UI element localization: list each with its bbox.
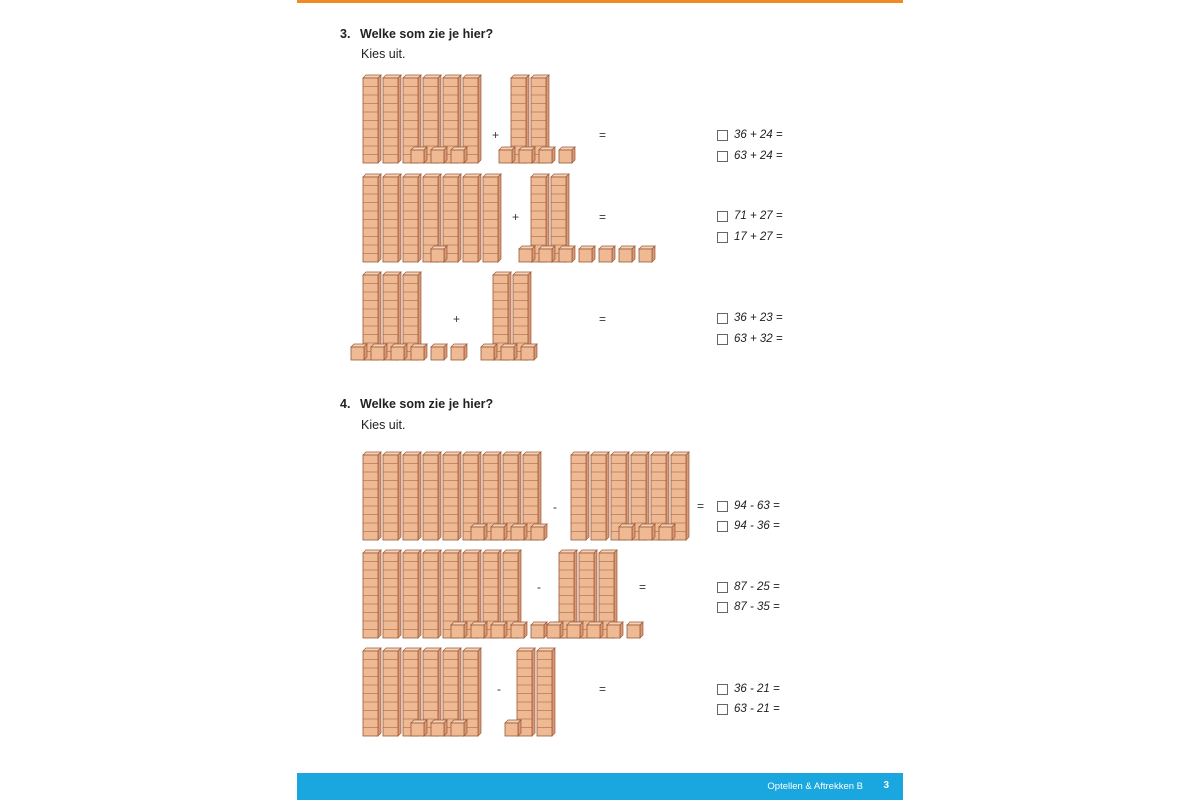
option-label: 63 + 24 = xyxy=(734,150,783,162)
page-number: 3 xyxy=(883,780,889,791)
footer-title: Optellen & Aftrekken B xyxy=(767,781,863,792)
option-label: 71 + 27 = xyxy=(734,210,783,222)
question-4-number: 4. xyxy=(340,397,351,411)
question-3-number: 3. xyxy=(340,27,351,41)
option-label: 63 + 32 = xyxy=(734,333,783,345)
option-label: 36 - 21 = xyxy=(734,683,780,695)
plus-sign: + xyxy=(492,128,500,142)
option-label: 17 + 27 = xyxy=(734,231,783,243)
option-label: 87 - 25 = xyxy=(734,581,780,593)
one-cube xyxy=(431,720,447,736)
checkbox[interactable] xyxy=(717,704,728,715)
question-4-title: Welke som zie je hier? xyxy=(360,397,494,411)
minus-sign: - xyxy=(537,580,541,594)
ten-rod xyxy=(537,648,555,736)
ten-rod xyxy=(363,648,381,736)
equals-sign: = xyxy=(639,580,647,594)
one-cube xyxy=(505,720,521,736)
ten-rod xyxy=(383,648,401,736)
q4-row-3-blocks xyxy=(297,0,903,800)
question-3-instruction: Kies uit. xyxy=(361,47,406,61)
checkbox[interactable] xyxy=(717,684,728,695)
equals-sign: = xyxy=(599,128,607,142)
equals-sign: = xyxy=(599,682,607,696)
option-label: 94 - 63 = xyxy=(734,500,780,512)
option-label: 63 - 21 = xyxy=(734,703,780,715)
equals-sign: = xyxy=(599,210,607,224)
minus-sign: - xyxy=(553,500,557,514)
footer-bar xyxy=(297,773,903,800)
one-cube xyxy=(451,720,467,736)
question-4-instruction: Kies uit. xyxy=(361,418,406,432)
one-cube xyxy=(411,720,427,736)
option-label: 36 + 23 = xyxy=(734,312,783,324)
equals-sign: = xyxy=(599,312,607,326)
answer-option[interactable] xyxy=(717,681,780,697)
minus-sign: - xyxy=(497,682,501,696)
worksheet-page xyxy=(297,0,903,800)
equals-sign: = xyxy=(697,499,705,513)
option-label: 94 - 36 = xyxy=(734,520,780,532)
question-3-title: Welke som zie je hier? xyxy=(360,27,494,41)
answer-option[interactable] xyxy=(717,701,780,717)
plus-sign: + xyxy=(453,312,461,326)
plus-sign: + xyxy=(512,210,520,224)
option-label: 87 - 35 = xyxy=(734,601,780,613)
option-label: 36 + 24 = xyxy=(734,129,783,141)
